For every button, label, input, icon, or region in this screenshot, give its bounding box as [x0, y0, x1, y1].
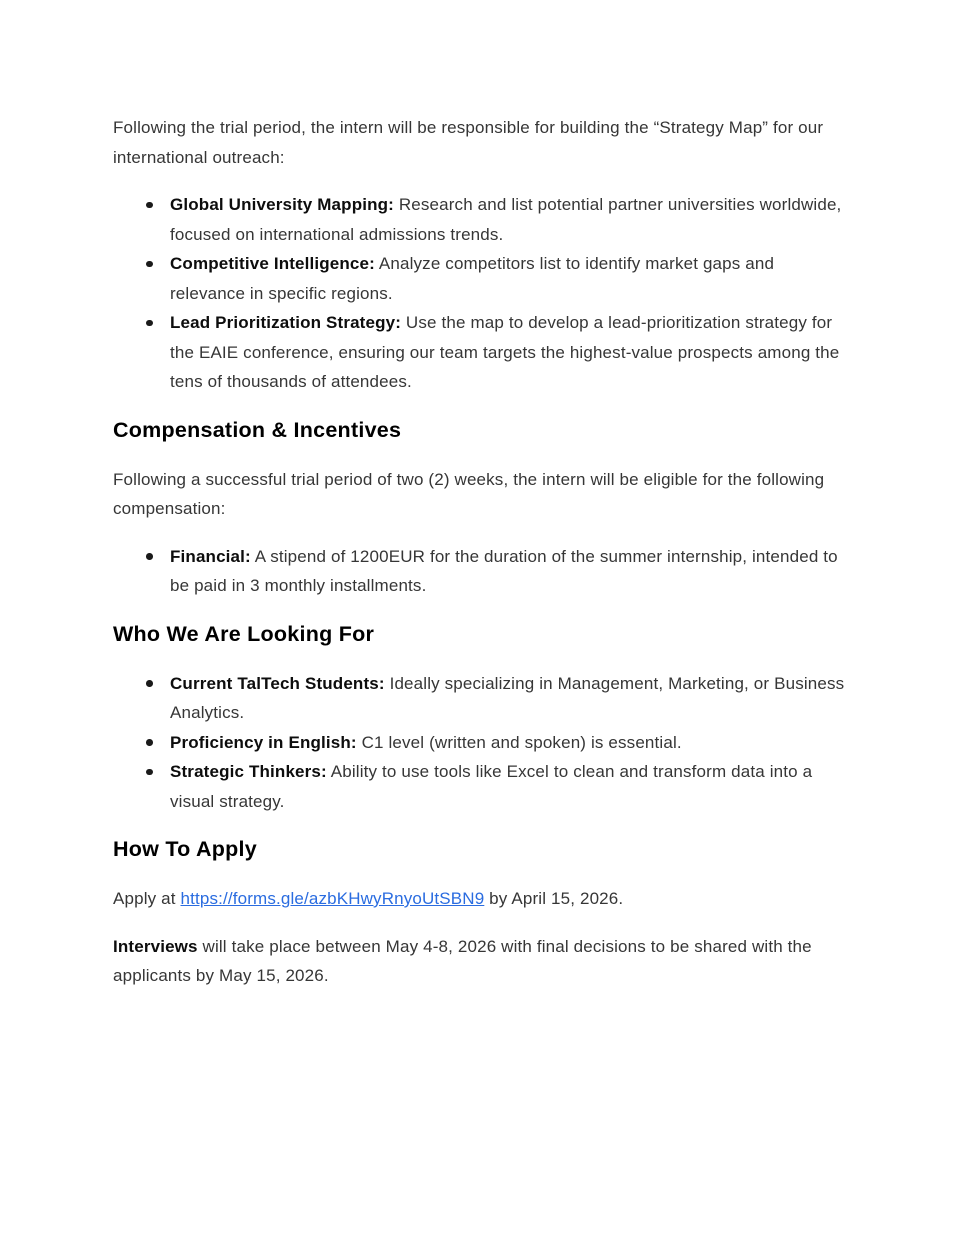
list-item	[170, 249, 847, 308]
list-item-text: Use the map to develop a lead-prioritization strategy for the EAIE conference, ensuring our team targets the highest-value prospects among the tens of thousands of attendees.	[170, 313, 840, 391]
apply-paragraph	[113, 884, 847, 914]
strategy-map-list	[113, 190, 847, 397]
bullet-icon	[146, 553, 153, 560]
interviews-lead: Interviews	[113, 936, 198, 956]
list-item-lead: Financial:	[170, 546, 251, 566]
bullet-icon	[146, 739, 153, 746]
bullet-icon	[146, 320, 153, 327]
list-item-lead: Current TalTech Students:	[170, 673, 385, 693]
list-item-text: Research and list potential partner universities worldwide, focused on international admissions trends.	[170, 195, 842, 244]
application-form-link[interactable]: https://forms.gle/azbKHwyRnyoUtSBN9	[180, 889, 485, 908]
interviews-paragraph	[113, 932, 847, 991]
list-item-text: A stipend of 1200EUR for the duration of the summer internship, intended to be paid in 3 monthly installments.	[170, 546, 838, 595]
list-item	[170, 308, 847, 397]
looking-for-list	[113, 669, 847, 817]
section-heading-compensation: Compensation & Incentives	[113, 417, 402, 442]
list-item-text: Ability to use tools like Excel to clean and transform data into a visual strategy.	[170, 762, 813, 811]
apply-text-suffix: by April 15, 2026.	[484, 889, 624, 908]
bullet-icon	[146, 769, 153, 776]
list-item	[170, 190, 847, 249]
list-item-lead: Strategic Thinkers:	[170, 762, 327, 781]
section-heading-looking-for: Who We Are Looking For	[113, 621, 375, 646]
bullet-icon	[146, 680, 153, 687]
section-heading-how-to-apply: How To Apply	[113, 837, 257, 861]
list-item	[170, 542, 847, 601]
intro-paragraph: Following the trial period, the intern will be responsible for building the “Strategy Map” for our international outreach:	[113, 118, 824, 167]
list-item	[170, 757, 847, 816]
list-item-lead: Lead Prioritization Strategy:	[170, 313, 402, 332]
compensation-list	[113, 542, 847, 601]
bullet-icon	[146, 202, 153, 209]
interviews-text: will take place between May 4-8, 2026 with final decisions to be shared with the applicants by May 15, 2026.	[113, 936, 812, 985]
list-item-text: Ideally specializing in Management, Marketing, or Business Analytics.	[170, 673, 845, 722]
list-item-lead: Global University Mapping:	[170, 195, 394, 214]
list-item-lead: Competitive Intelligence:	[170, 254, 375, 273]
list-item-text: Analyze competitors list to identify market gaps and relevance in specific regions.	[170, 254, 775, 303]
list-item	[170, 669, 847, 728]
bullet-icon	[146, 261, 153, 268]
apply-text-prefix: Apply at	[113, 889, 181, 908]
list-item-text: C1 level (written and spoken) is essential.	[356, 732, 682, 752]
list-item	[170, 728, 847, 758]
compensation-paragraph: Following a successful trial period of two (2) weeks, the intern will be eligible for the following compensation:	[113, 469, 825, 518]
list-item-lead: Proficiency in English:	[170, 732, 357, 752]
